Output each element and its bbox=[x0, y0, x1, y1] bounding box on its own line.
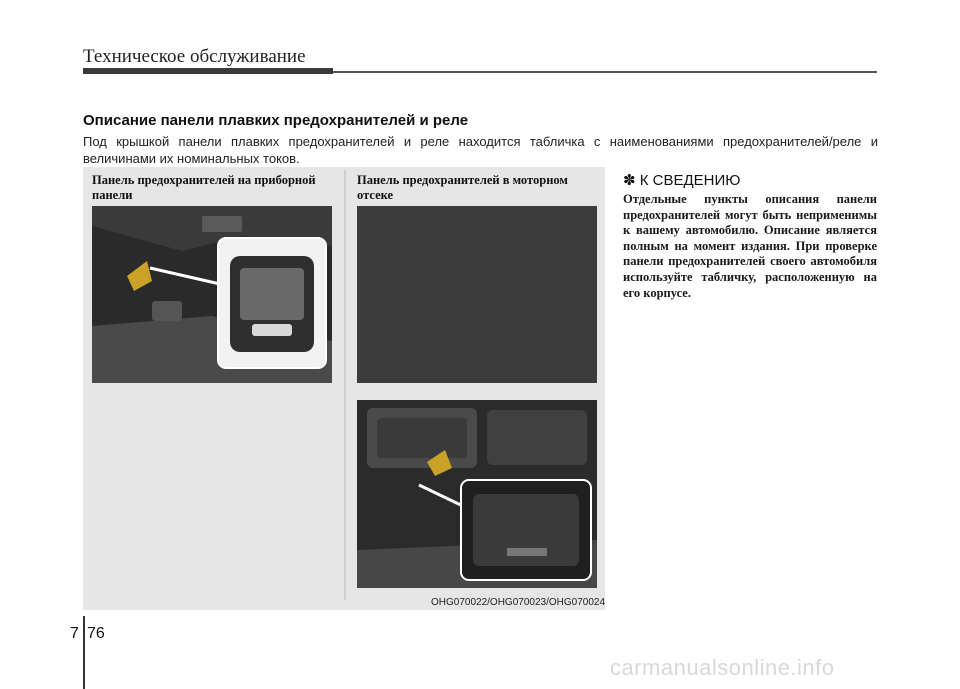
watermark: carmanualsonline.info bbox=[610, 655, 835, 680]
instrument-panel-fuse-photo bbox=[92, 206, 332, 383]
section-heading: Описание панели плавких предохранителей и реле bbox=[83, 112, 469, 129]
running-header: Техническое обслуживание bbox=[83, 46, 306, 67]
note-title bbox=[623, 171, 740, 189]
note-symbol-icon: ✽ bbox=[623, 172, 636, 189]
engine-compartment-fuse-photo bbox=[357, 400, 597, 588]
figure-divider bbox=[344, 170, 346, 600]
figure-codes: OHG070022/OHG070023/OHG070024 bbox=[431, 597, 605, 608]
caption-engine-compartment: Панель предохранителей в моторном отсеке bbox=[357, 173, 568, 202]
chapter-number: 7 bbox=[70, 625, 79, 642]
header-rule-thin bbox=[333, 71, 877, 73]
caption-instrument-panel: Панель предохранителей на приборной панели bbox=[92, 173, 316, 202]
engine-compartment-fuse-illustration bbox=[357, 400, 597, 588]
note-title-text: К СВЕДЕНИЮ bbox=[639, 172, 741, 189]
instrument-panel-fuse-illustration bbox=[92, 206, 332, 383]
note-body: Отдельные пункты описания панели предохранителей могут быть неприменимы к вашему автомобилю. Описание является полным на момент издания. При проверке панели предохранителей своего автомобиля используйте табличку, расположенную на его корпусе. bbox=[623, 192, 877, 300]
page-number: 76 bbox=[87, 625, 105, 642]
engine-compartment-fuse-photo-placeholder bbox=[357, 206, 597, 383]
footer-rule bbox=[83, 616, 85, 689]
header-rule-thick bbox=[83, 68, 333, 74]
intro-paragraph: Под крышкой панели плавких предохранителей и реле находится табличка с наименованиями предохранителей/реле и величинами их номинальных токов. bbox=[83, 134, 878, 166]
